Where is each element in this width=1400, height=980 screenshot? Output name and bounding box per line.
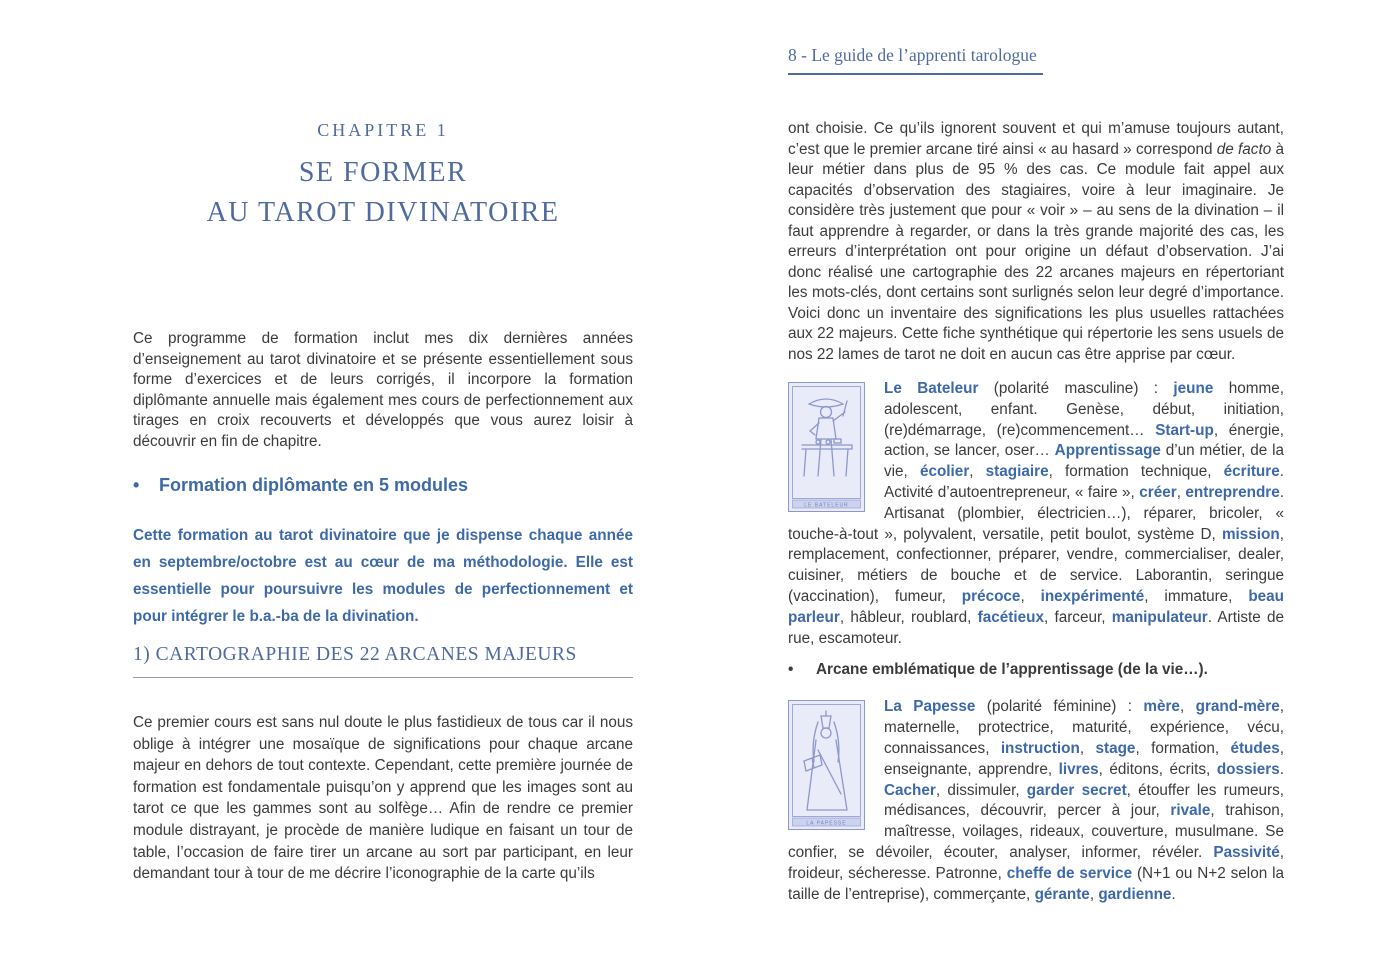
bullet-icon: •	[133, 475, 140, 495]
left-page	[133, 112, 633, 885]
running-header: 8 - Le guide de l’apprenti tarologue	[788, 45, 1043, 75]
page-title-line-2: AU TAROT DIVINATOIRE	[206, 197, 560, 228]
bateleur-card-caption: LE BATELEUR	[804, 502, 849, 509]
page-title	[133, 153, 633, 233]
highlight-paragraph: Cette formation au tarot divinatoire que je dispense chaque année en septembre/octobre est au cœur de ma méthodologie. Elle est essentielle pour poursuivre les modules de perfectionnement et pour intégrer le b.a.-ba de la divination.	[133, 527, 633, 625]
emblematic-note-label: Arcane emblématique de l’apprentissage (de la vie…).	[816, 661, 1208, 679]
body-paragraph: Ce premier cours est sans nul doute le plus fastidieux de tous car il nous oblige à intégrer une mosaïque de significations pour chaque arcane majeur en dehors de tout contexte. Cependant, cette première journée de formation est fondamentale puisqu’on y apprend que les images sont au tarot ce que les gammes sont au solfège… Afin de rendre ce premier module distrayant, je procède de manière ludique en faisant un tour de table, l’occasion de faire tirer un arcane au sort par participant, en leur demandant tour à tour de me décrire l’iconographie de la carte qu’ils	[133, 714, 633, 883]
emblematic-note	[788, 661, 1284, 679]
tarot-card-papesse-image	[788, 700, 865, 830]
tarot-card-bateleur-image	[788, 382, 865, 512]
papesse-card-caption: LA PAPESSE	[806, 820, 847, 827]
bateleur-paragraph	[788, 379, 1284, 649]
chapter-label: CHAPITRE 1	[317, 120, 449, 140]
bateleur-text: Le Bateleur (polarité masculine) : jeune homme, adolescent, enfant. Genèse, début, initiation, (re)démarrage, (re)commencement… Start-up, énergie, action, se lancer, oser… Apprentissage d’un métier, de la vie, écolier, stagiaire, formation technique, écriture. Activité d’autoentrepreneur, « faire », créer, entreprendre. Artisanat (plombier, électricien…), réparer, bricoler, « touche-à-tout », polyvalent, versatile, petit boulot, système D, mission, remplacement, confectionner, préparer, vendre, commercialiser, dealer, cuisiner, métiers de bouche et de service. Laborantin, seringue (vaccination), fumeur, précoce, inexpérimenté, immature, beau parleur, hâbleur, roublard, facétieux, farceur, manipulateur. Artiste de rue, escamoteur.	[788, 380, 1285, 647]
section-heading: 1) CARTOGRAPHIE DES 22 ARCANES MAJEURS	[133, 644, 633, 678]
opening-paragraph: ont choisie. Ce qu’ils ignorent souvent et qui m’amuse toujours autant, c’est que le premier arcane tiré ainsi « au hasard » correspond de facto à leur métier dans plus de 95 % des cas. Ce module fait appel aux capacités d’observation des stagiaires, voire à leur imaginaire. Je considère très justement que pour « voir » – au sens de la divination – il faut apprendre à regarder, or dans la très grande majorité des cas, les erreurs d’interprétation ont pour origine un défaut d’observation. J’ai donc réalisé une cartographie des 22 arcanes majeurs en répertoriant les mots-clés, dont certains sont surlignés selon leur degré d’importance. Voici donc un inventaire des significations les plus usuelles rattachées aux 22 majeurs. Cette fiche synthétique qui répertorie les sens usuels de nos 22 lames de tarot ne doit en aucun cas être apprise par cœur.	[788, 120, 1284, 363]
module-heading	[133, 475, 633, 496]
right-page	[788, 45, 1284, 905]
page-title-line-1: SE FORMER	[298, 157, 468, 188]
papesse-paragraph	[788, 697, 1284, 905]
papesse-text: La Papesse (polarité féminine) : mère, grand-mère, maternelle, protectrice, maturité, expérience, vécu, connaissances, instruction, stage, formation, études, enseignante, apprendre, livres, éditons, écrits, dossiers. Cacher, dissimuler, garder secret, étouffer les rumeurs, médisances, découvrir, percer à jour, rivale, trahison, maîtresse, voilages, rideaux, couverture, musulmane. Se confier, se dévoiler, écouter, analyser, informer, révéler. Passivité, froideur, sécheresse. Patronne, cheffe de service (N+1 ou N+2 selon la taille de l’entreprise), commerçante, gérante, gardienne.	[788, 698, 1285, 903]
module-heading-label: Formation diplômante en 5 modules	[159, 475, 469, 495]
intro-paragraph: Ce programme de formation inclut mes dix dernières années d’enseignement au tarot divinatoire et se présente essentiellement sous forme d’exercices et de leurs corrigés, il incorpore la formation diplômante annuelle mais également mes cours de perfectionnement aux tirages en croix recouverts et développés que vous aurez loisir à découvrir en fin de chapitre.	[133, 330, 633, 450]
bullet-icon: •	[788, 661, 794, 679]
